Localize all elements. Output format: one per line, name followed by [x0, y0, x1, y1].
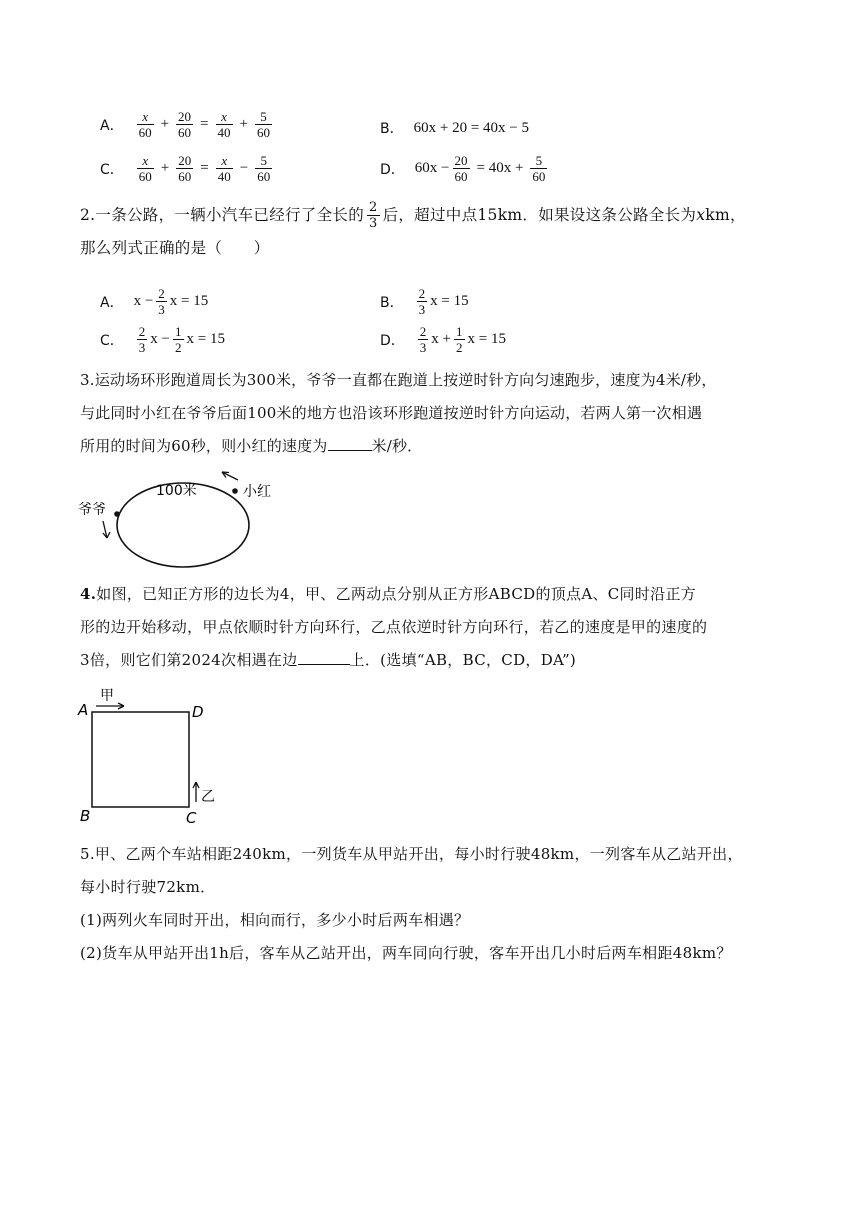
q4-text: 3倍，则它们第2024次相遇在边: [80, 651, 298, 669]
operator: +: [160, 160, 170, 176]
vertex-a: A: [78, 701, 89, 719]
numerator: 5: [260, 153, 267, 168]
numerator: 5: [260, 109, 267, 124]
fraction: [418, 324, 429, 355]
numerator: 20: [178, 153, 192, 168]
numerator: 2: [158, 286, 165, 301]
q2-option-a: [100, 286, 208, 317]
fraction: [137, 109, 154, 140]
q2-option-b: [380, 286, 469, 317]
question-3: [80, 364, 780, 463]
denominator: 40: [217, 125, 231, 140]
denominator: 3: [158, 302, 165, 317]
expression-text: 60x −: [414, 160, 450, 176]
q3-text: 与此同时小红在爷爷后面100米的地方也沿该环形跑道按逆时针方向运动，若两人第一次相遇: [80, 404, 703, 422]
denominator: 3: [369, 216, 378, 231]
vertex-b: B: [80, 807, 91, 825]
operator: =: [200, 116, 209, 132]
denominator: 60: [532, 169, 546, 184]
fraction: [137, 153, 154, 184]
q5-sub1: (1)两列火车同时开出，相向而行，多少小时后两车相遇？: [80, 911, 470, 929]
numerator: x: [221, 109, 227, 124]
operator: +: [160, 116, 170, 132]
q1-option-d: [380, 153, 550, 184]
equation: [134, 286, 209, 317]
q5-text: 5.甲、乙两个车站相距240km，一列货车从甲站开出，每小时行驶48km，一列客车从乙站开出，: [80, 845, 743, 863]
operator: −: [239, 160, 249, 176]
option-label: B．: [380, 294, 404, 311]
denominator: 60: [257, 169, 271, 184]
numerator: 1: [175, 324, 182, 339]
numerator: x: [142, 109, 148, 124]
fraction: [156, 286, 167, 317]
label-xiaohong: 小红: [243, 484, 271, 500]
q4-number: 4.: [80, 585, 97, 603]
denominator: 3: [419, 340, 427, 355]
equation: [134, 324, 225, 355]
expression-text: x = 15: [430, 293, 469, 309]
option-label: B．: [380, 121, 404, 137]
fraction: [255, 153, 272, 184]
denominator: 60: [178, 169, 192, 184]
denominator: 60: [178, 125, 192, 140]
option-label: D．: [380, 161, 405, 178]
q2-text: 那么列式正确的是（ ）: [80, 239, 270, 257]
label-distance: 100米: [156, 483, 197, 499]
fraction: [137, 324, 148, 355]
fraction: [255, 109, 272, 140]
denominator: 3: [138, 340, 146, 355]
fraction: [176, 109, 193, 140]
numerator: x: [221, 153, 228, 168]
operator: =: [200, 160, 209, 176]
fraction: [176, 153, 193, 184]
fraction: [530, 153, 547, 184]
square-figure: [74, 684, 234, 826]
fraction: [453, 153, 470, 184]
expression-text: x = 15: [169, 293, 209, 309]
answer-blank[interactable]: [328, 432, 372, 451]
equation: [415, 153, 551, 184]
expression-text: x = 15: [186, 331, 225, 347]
answer-blank[interactable]: [298, 646, 350, 665]
numerator: 1: [456, 324, 463, 339]
denominator: 60: [138, 125, 152, 140]
q4-text: 如图，已知正方形的边长为4，甲、乙两动点分别从正方形ABCD的顶点A、C同时沿正方: [96, 585, 697, 603]
option-label: C．: [100, 161, 124, 178]
expression-text: x −: [133, 293, 154, 309]
equation: [134, 153, 275, 184]
question-5: [80, 838, 800, 970]
operator: +: [239, 116, 248, 132]
question-4: [80, 578, 780, 677]
q5-sub2: (2)货车从甲站开出1h后，客车从乙站开出，两车同向行驶，客车开出几小时后两车相距48km？: [80, 944, 732, 962]
numerator: 2: [138, 324, 146, 339]
q2-text: km，: [705, 206, 746, 224]
option-label: D．: [380, 332, 405, 349]
numerator: 2: [419, 324, 427, 339]
fraction: [454, 324, 465, 355]
q2-text: 2.一条公路，一辆小汽车已经行了全长的: [80, 206, 364, 224]
numerator: x: [142, 153, 149, 168]
option-label: A．: [100, 117, 124, 134]
equation: [415, 324, 506, 355]
vertex-d: D: [192, 703, 204, 721]
label-jia: 甲: [100, 688, 114, 704]
q5-text: 每小时行驶72km．: [80, 878, 216, 896]
q3-text: 米/秒．: [371, 437, 423, 455]
label-yi: 乙: [201, 789, 215, 805]
denominator: 40: [217, 169, 231, 184]
q2-text: 后，超过中点15km．如果设这条公路全长为: [382, 206, 697, 224]
equation: [414, 286, 469, 317]
fraction: [417, 286, 428, 317]
grandpa-point: [114, 511, 120, 517]
denominator: 2: [456, 340, 463, 355]
numerator: 5: [535, 153, 543, 168]
numerator: 20: [454, 153, 468, 168]
q1-option-a: [100, 109, 275, 140]
q4-text: 上．(选填“AB，BC，CD，DA”): [349, 651, 577, 669]
numerator: 2: [369, 200, 378, 215]
option-label: C．: [100, 332, 124, 349]
option-label: A．: [100, 294, 124, 311]
q3-text: 所用的时间为60秒，则小红的速度为: [80, 437, 328, 455]
denominator: 60: [138, 169, 152, 184]
q1-option-c: [100, 153, 275, 184]
fraction: [216, 153, 233, 184]
expression-text: = 40x +: [476, 160, 524, 176]
equation: 60x + 20 = 40x − 5: [413, 119, 529, 136]
q4-text: 形的边开始移动，甲点依顺时针方向环行，乙点依逆时针方向环行，若乙的速度是甲的速度的: [80, 618, 708, 636]
expression-text: x −: [150, 331, 170, 347]
running-track-figure: [74, 468, 274, 576]
q3-text: 3.运动场环形跑道周长为300米，爷爷一直都在跑道上按逆时针方向匀速跑步，速度为4米/秒，: [80, 371, 717, 389]
numerator: 20: [178, 109, 192, 124]
fraction: [367, 200, 380, 231]
expression-text: x +: [431, 331, 451, 347]
square-abcd: [92, 712, 189, 807]
fraction: [216, 109, 233, 140]
xiaohong-point: [232, 488, 238, 494]
denominator: 3: [418, 302, 426, 317]
equation: [134, 109, 275, 140]
fraction: [173, 324, 184, 355]
q2-option-d: [380, 324, 506, 355]
label-grandpa: 爷爷: [78, 502, 106, 518]
numerator: 2: [418, 286, 426, 301]
expression-text: x = 15: [467, 331, 506, 347]
variable: x: [696, 206, 706, 224]
question-2: [80, 199, 780, 265]
q2-option-c: [100, 324, 225, 355]
denominator: 60: [454, 169, 468, 184]
denominator: 2: [175, 340, 182, 355]
q1-option-b: [380, 118, 529, 138]
denominator: 60: [256, 125, 270, 140]
vertex-c: C: [186, 809, 197, 826]
